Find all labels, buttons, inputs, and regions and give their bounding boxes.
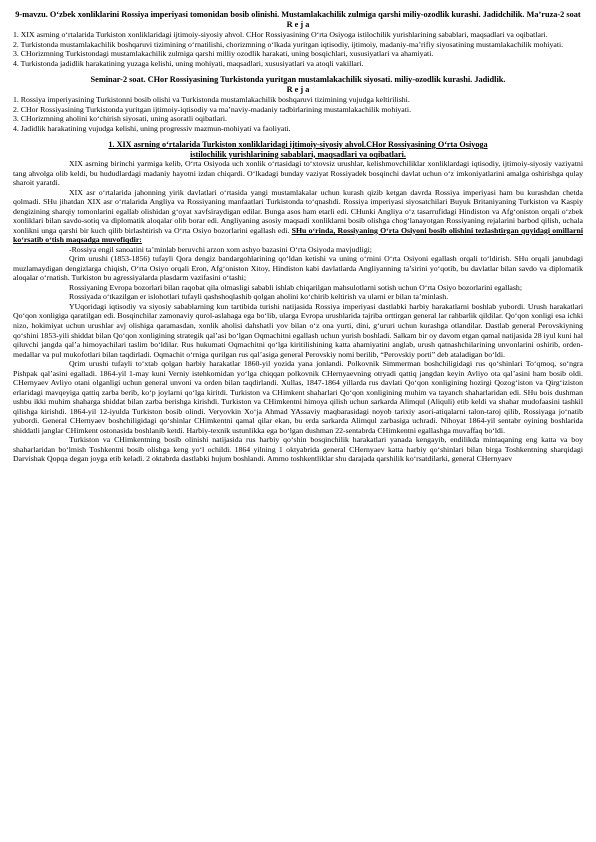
topic2-plan [13, 95, 583, 133]
spacer [13, 133, 583, 140]
topic1-plan-item: 2. Turkistonda mustamlakachilik boshqaruvi tizimining o‘rnatilishi, chorizmning o‘lkada yuritgan iqtisodiy, ijtimoiy, madaniy-ma’rifiy siyosatining mustamlakachilik mohiyati. [13, 39, 564, 49]
paragraph: YUqoridagi iqtisodiy va siyosiy sabablarning kun tartibida turishi natijasida Rossiya imperiyasi dastlabki harbiy harakatlarni boshlab yubordi. Urush harakatlari Qo‘qon xonligiga qaratilgan edi. Bosqinchilar zamonaviy qurol-aslahaga ega bo‘lib, ularga Evropa urushlarida tajriba orttirgan general lar rahbarlik qildilar. Qo‘qon xonligi esa ichki nizo, hokimiyat uchun urushlar avj olishiga qaramasdan, xonlik aholisi dahshatli yov bilan o‘z ona yurti, dini, g‘ururi uchun kurashga otlandilar. Dastlab general Perovskiyning qo‘shini 1853-yili shiddat bilan Qo‘qon xonligining strategik qal’asi bo‘lgan Oqmachitni egallash uchun yurish boshladi. Salkam bir oy davom etgan qamal natijasida 28 iyul kuni hal qiluvchi jangda qal’a himoyachilari taslim bo‘ldilar. Rus hukumati Oqmachitni qo‘lga kiritilishining katta ahamiyatini anglab, urush qatnashchilarining unvonlarini oshirib, orden-medallar va pul mukofotlari bilan taqdirladi. Oqmachit o‘rniga qurilgan rus qal’asiga general Perovskiy nomi berilib, “Perovskiy porti” deb ataladigan bo‘ldi. [13, 301, 583, 359]
paragraph: Qrim urushi tufayli to‘xtab qolgan harbiy harakatlar 1860-yil yozida yana jonlandi. Polkovnik Simmerman boshchiligidagi rus qo‘shinlari To‘qmoq, so‘ngra Pishpak qal’asini egalladi. 1864-yil 1-may kuni Verniy istehkomidan yo‘lga chiqqan polkovnik CHernyaevning otryadi qattiq jangdan keyin Avliyo ota qal’asini ham bosib oldi. CHernyaev Avliyo otani olganligi uchun general unvoni va orden bilan taqdirlandi. Xullas, 1847-1864 yillarda rus davlati Qo‘qon xonligining hozirgi Qozog‘iston va Qirg‘iziston erlaridagi mavqeyiga qattiq zarba berib, ko‘p joylarni qo‘lga kiritdi. Turkiston va CHimkent shaharlari Qo‘qon xonligining muhim va tayanch shaharlaridan edi. SHu bois dushman ushbu ikki muhim shaharga shiddat bilan zarba berishga kirishdi. Turkiston va CHimkentni himoya qilish uchun sarkarda Alimqul (Aliquli) etib keldi va shahar mudofaasini tashkil qilishga kirishdi. 1864-yil 12-iyulda Turkiston bosib olindi. Veryovkin Xo‘ja Ahmad YAssaviy maqbarasidagi noyob tarixiy asori-atiqalarni talon-taroj qilib, Rossiyaga jo‘natib yubordi. General CHernyaev boshchiligidagi qo‘shinlar CHimkentni qamal qilar ekan, bu erda sarkarda Alimqul zarbasiga uchradi. Nihoyat 1864-yil sentabr oyining boshlarida shiddatli janglar CHimkent ostonasida boshlanib ketdi. Harbiy-texnik ustunlikka ega bo‘lgan dushman 22-sentabrda CHimkentni egallashga muvaffaq bo‘ldi. [13, 359, 583, 435]
spacer [13, 68, 583, 75]
topic2-reja-label: R e j a [286, 85, 310, 95]
topic1-title: 9-mavzu. O‘zbek xonliklarini Rossiya imperiyasi tomonidan bosib olinishi. Mustamlakachilik zulmiga qarshi miliy-ozodlik kurashi. Jadidchilik. Ma’ruza-2 soat [15, 10, 581, 19]
topic2-plan-item: 2. CHor Rossiyasining Turkistonda yuritgan ijtimoiy-iqtisodiy va ma’naviy-madaniy tadbirlarining mustamlakachilik mohiyati. [13, 104, 412, 114]
paragraph: -Rossiya engil sanoatini ta’minlab beruvchi arzon xom ashyo bazasini O‘rta Osiyoda mavjudligi; [69, 244, 372, 254]
paragraph: Rossiyada o‘tkazilgan er islohotlari tufayli qashshoqlashib qolgan aholini ko‘chirib keltirish va ularni er bilan ta’minlash. [69, 292, 449, 302]
paragraph [13, 188, 583, 245]
topic2-plan-item: 4. Jadidlik harakatining vujudga kelishi, uning progressiv mazmun-mohiyati va faoliyati. [13, 123, 291, 133]
topic2-plan-item: 1. Rossiya imperiyasining Turkistonni bosib olishi va Turkistonda mustamlakachilik boshqaruvi tizimining vujudga keltirilishi. [13, 95, 410, 105]
topic1-plan [13, 30, 583, 68]
section1-title: 1. XIX asrning o‘rtalarida Turkiston xonliklaridagi ijtimoiy-siyosiy ahvol.CHor Rossiyasining O‘rta Osiyoga [108, 140, 488, 150]
topic2-plan-item: 3. CHorizmning aholini ko‘chirish siyosati, uning asoratli oqibatlari. [13, 114, 227, 124]
section1-title-cont: istilochilik yurishlarining sabablari, maqsadlari va oqibatlari. [190, 149, 406, 159]
paragraph-emphasis: SHu o‘rinda, Rossiyaning O‘rta Osiyoni bosib olishini tezlashtirgan quyidagi omillarni ko‘rsatib o‘tish maqsadga muvofiqdir: [13, 225, 583, 245]
section1-body [13, 159, 583, 464]
paragraph: Rossiyaning Evropa bozorlari bilan raqobat qila olmasligi sababli ishlab chiqarilgan mahsulotlarni sotish uchun O‘rta Osiyo bozorlarini egallash; [69, 282, 522, 292]
topic1-plan-item: 1. XIX asrning o‘rtalarida Turkiston xonliklaridagi ijtimoiy-siyosiy ahvol. CHor Rossiyasining O‘rta Osiyoga istilochilik yurishlarining sabablari, maqsadlari va oqibatlari. [13, 30, 548, 40]
paragraph: XIX asrning birinchi yarmiga kelib, O‘rta Osiyoda uch xonlik o‘rtasidagi to‘xtovsiz urushlar, kelishmovchiliklar xonliklardagi iqtisodiy, ijtimoiy-siyosiy vaziyatni tang ahvolga olib keldi, bu hududlardagi madaniy hayotni izdan chiqardi. O‘lkadagi bunday vaziyat Rossiyadek bosqinchi davlat uchun o‘z imkoniyatlarini amalga oshirishga qulay sharoit yaratdi. [13, 159, 583, 188]
topic1-plan-item: 3. CHorizmning Turkistondagi mustamlakachilik zulmiga qarshi milliy ozodlik harakati, uning bosqichlari, xususiyatlari va ahamiyati. [13, 49, 434, 59]
topic1-plan-item: 4. Turkistonda jadidlik harakatining yuzaga kelishi, uning mohiyati, maqsadlari, xususiyatlari va atoqli vakillari. [13, 58, 364, 68]
topic2-title: Seminar-2 soat. CHor Rossiyasining Turkistonda yuritgan mustamlakachilik siyosati. miliy-ozodlik kurashi. Jadidlik. [90, 75, 506, 85]
paragraph-text: XIX asr o‘rtalarida jahonning yirik davlatlari o‘rtasida yangi mustamlakalar uchun kurash qizib ketgan davrda Rossiya imperiyasi ham bu kurashdan chetda qolmadi. SHu jihatdan XIX asr o‘rtalarida Angliya va Rossiyaning manfaatlari Turkistonda to‘qnashdi. Rossiya imperiyasi siyosatchilari Buyuk Britaniyaning Turkiston va Kaspiy dengizining sharqiy tomonlarini egallab olishidan g‘oyat xavfsiraydigan edilar. Bunga asos ham etarli edi. CHunki Angliya o‘z tasarrufidagi Hindiston va Afg‘oniston orqali o‘zbek xonliklari bilan savdo-sotiq va diplomatik aloqalar olib borar edi. Angliyaning asosiy maqsadi xonliklarni bosib olishga chog‘lanayotgan Rossiyaning rejalarini barbod qilish, uchala xonlikni unga qarshi bir kuch qilib birlashtirish va O‘rta Osiyo bozorlarini egallash edi. [13, 187, 583, 235]
paragraph: Qrim urushi (1853-1856) tufayli Qora dengiz bandargohlarining qo‘ldan ketishi va uning o‘rnini O‘rta Osiyoni egallash orqali to‘ldirish. SHu orqali janubdagi muzlamaydigan dengizlarga chiqish, O‘rta Osiyo orqali Eron, Afg‘oniston Xitoy, Hindiston kabi davlatlarda Angliyanning ta’sirini yo‘qotib, bu davlatlar bilan savdo va diplomatik aloqalar o‘rnatish. Turkiston bu agressiyalarda plasdarm vazifasini o‘tashi; [13, 254, 583, 283]
paragraph: Turkiston va CHimkentning bosib olinishi natijasida rus harbiy qo‘shin bosqinchilik harakatlari yanada kengayib, endilikda mintaqaning eng katta va boy shaharlaridan bo‘lmish Toshkentni bosib olishga keng yo‘l ochildi. 1864 yilning 1 oktyabrida general CHernyaev katta harbiy qo‘shinlari bilan birga Toshkentning sharqidagi Darvishak Qopqa degan joyga etib keladi. 2 oktabrda dastlabki hujum boshlandi. Ammo toshkentliklar shu darajada qarshilik ko‘rsatdilarki, general CHernyaev [13, 435, 583, 464]
topic1-reja-label: R e j a [286, 20, 310, 30]
